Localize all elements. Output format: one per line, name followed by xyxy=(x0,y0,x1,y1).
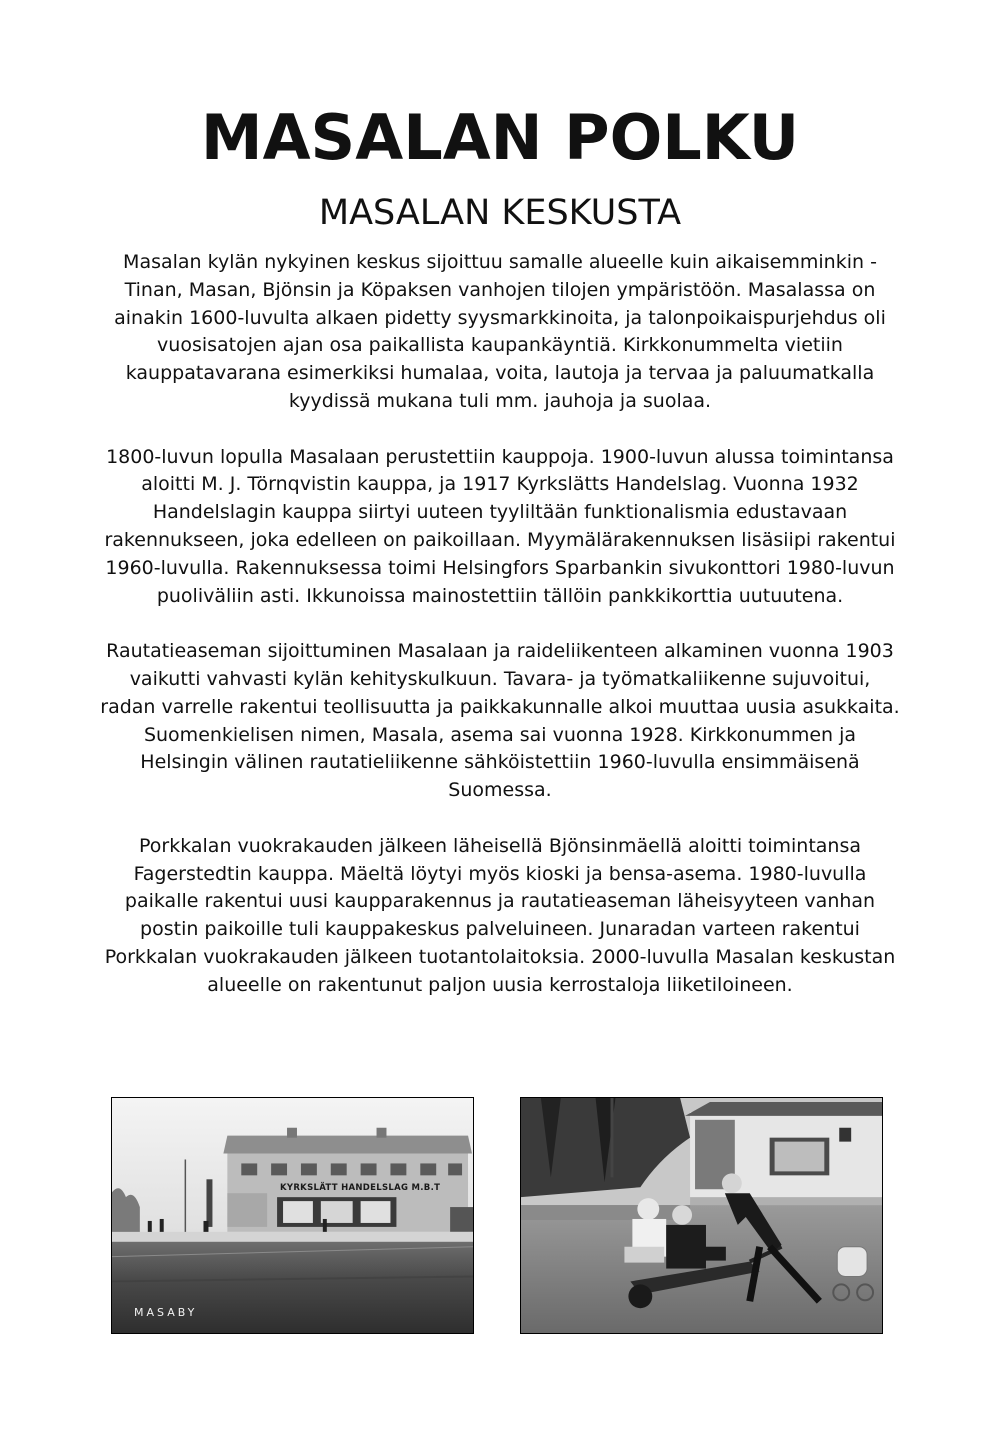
paragraph-shops: 1800-luvun lopulla Masalaan perustettiin kauppoja. 1900-luvun alussa toimintansa aloitti M. J. Törnqvistin kauppa, ja 1917 Kyrkslätts Handelslag. Vuonna 1932 Handelslagin kauppa siirtyi uuteen tyyliltään funktionalismia edustavaan rakennukseen, joka edelleen on paikoillaan. Myymälärakennuksen lisäsiipi rakentui 1960-luvulla. Rakennuksessa toimi Helsingfors Sparbankin sivukonttori 1980-luvun puoliväliin asti. Ikkunoissa mainostettiin tällöin pankkikorttia uutuutena. xyxy=(104,445,896,607)
page-subtitle: MASALAN KESKUSTA xyxy=(318,193,682,233)
photo-caption: MASABY xyxy=(134,1306,198,1319)
store-building-image xyxy=(112,1098,473,1333)
paragraph-modern: Porkkalan vuokrakauden jälkeen läheisellä Bjönsinmäellä aloitti toimintansa Fagerstedtin kauppa. Mäeltä löytyi myös kioski ja bensa-asema. 1980-luvulla paikalle rakentui uusi kaupparakennus ja rautatieaseman läheisyyteen vanhan postin paikoille tuli kauppakeskus palveluineen. Junaradan varteen rakentui Porkkalan vuokrakauden jälkeen tuotantolaitoksia. 2000-luvulla Masalan keskustan alueelle on rakentunut paljon uusia kerrostaloja liiketiloineen. xyxy=(104,834,896,996)
photo-wheelbarrow-kiosk xyxy=(520,1097,883,1334)
store-sign-text: KYRKSLÄTT HANDELSLAG M.B.T xyxy=(280,1183,441,1193)
wheelbarrow-kiosk-image xyxy=(521,1098,882,1333)
article-body xyxy=(100,249,900,1027)
paragraph-history: Masalan kylän nykyinen keskus sijoittuu samalle alueelle kuin aikaisemminkin - Tinan, Masan, Bjönsin ja Köpaksen vanhojen tilojen ympäristöön. Masalassa on ainakin 1600-luvulta alkaen pidetty syysmarkkinoita, ja talonpoikaispurjehdus oli vuosisatojen ajan osa paikallista kaupankäyntiä. Kirkkonummelta vietiin kauppatavarana esimerkiksi humalaa, voita, lautoja ja tervaa ja paluumatkalla kyydissä mukana tuli mm. jauhoja ja suolaa. xyxy=(114,251,886,412)
paragraph-railway: Rautatieaseman sijoittuminen Masalaan ja raideliikenteen alkaminen vuonna 1903 vaikutti vahvasti kylän kehityskulkuun. Tavara- ja työmatkaliikenne sujuvoitui, radan varrelle rakentui teollisuutta ja paikkakunnalle alkoi muuttaa uusia asukkaita. Suomenkielisen nimen, Masala, asema sai vuonna 1928. Kirkkonummen ja Helsingin välinen rautatieliikenne sähköistettiin 1960-luvulla ensimmäisenä Suomessa. xyxy=(100,640,900,802)
page-title: MASALAN POLKU xyxy=(200,101,800,174)
photo-store-building xyxy=(111,1097,474,1334)
